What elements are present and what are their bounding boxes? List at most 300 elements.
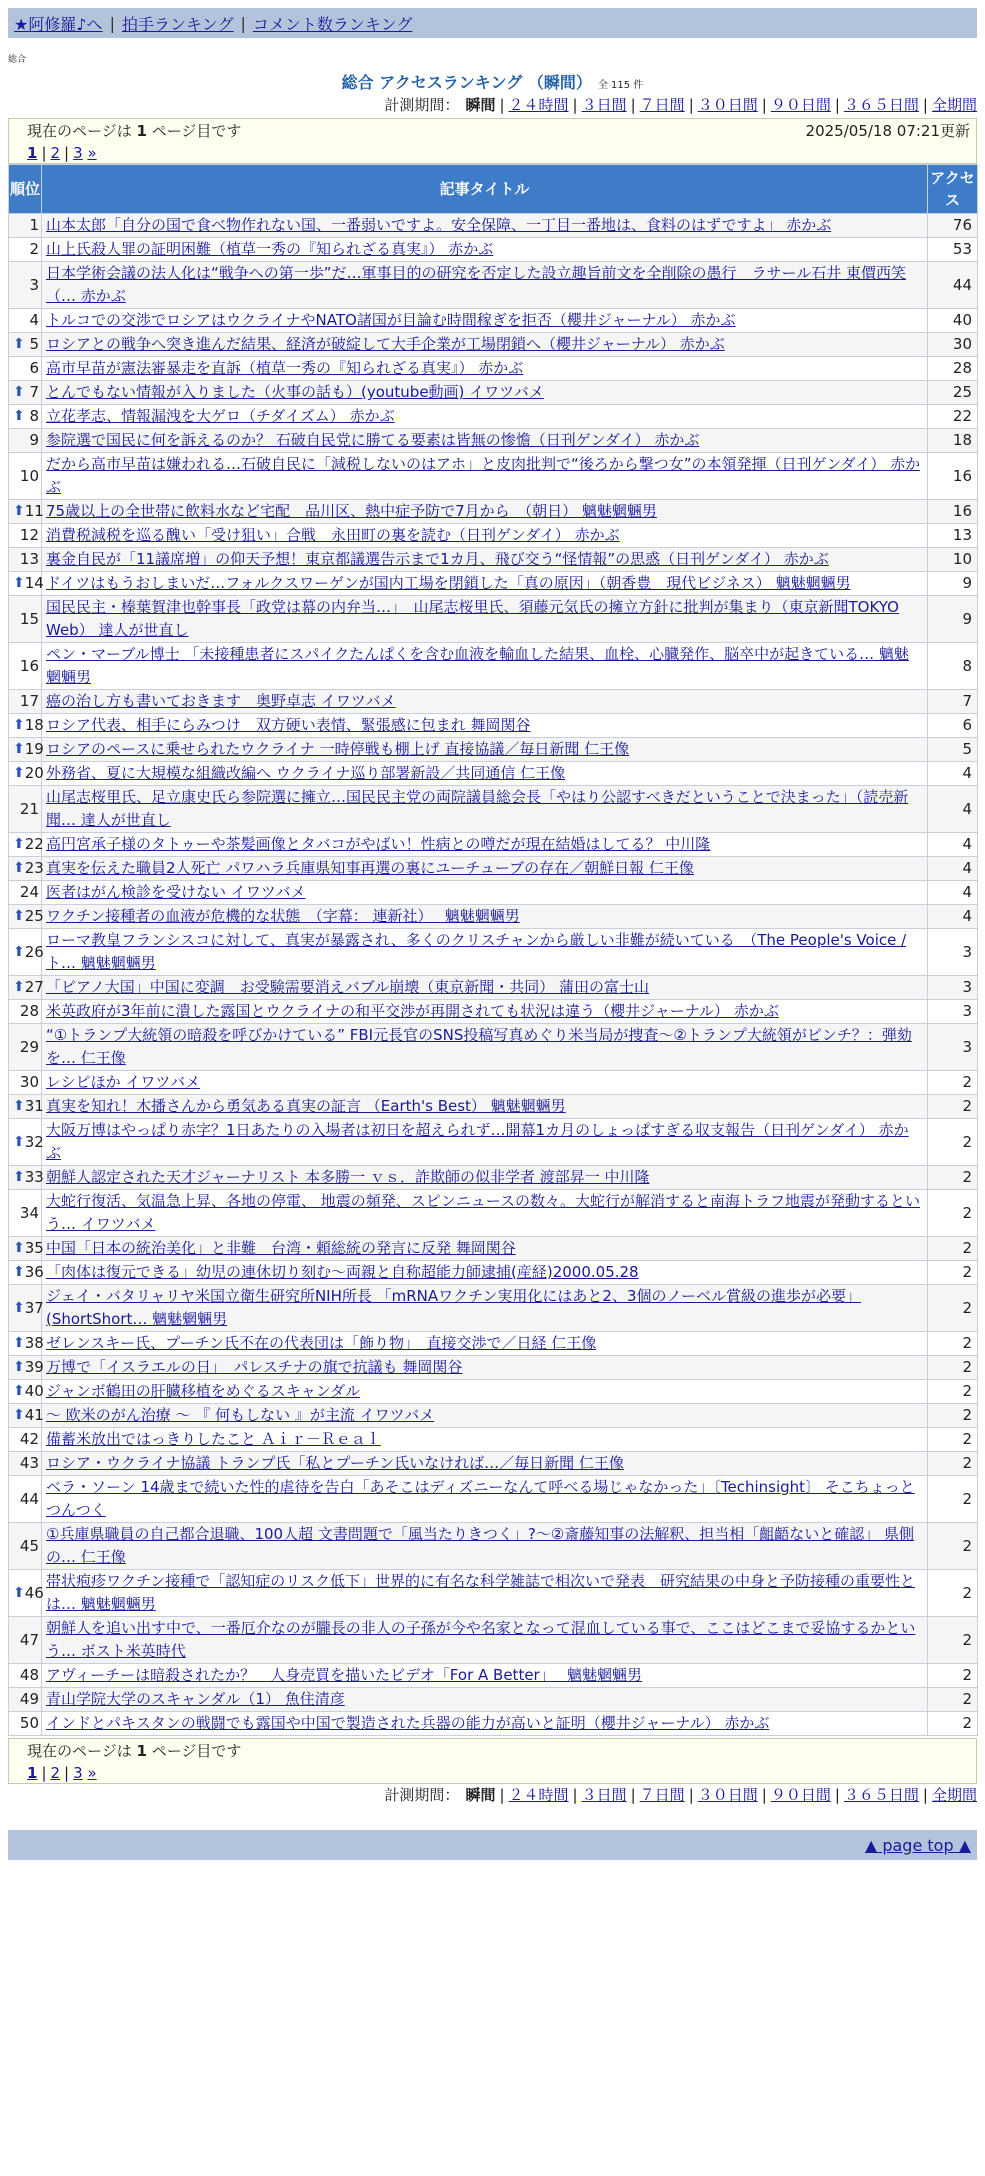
separator: | [64, 1764, 70, 1782]
up-arrow-icon: ⬆ [13, 1240, 25, 1256]
table-row [9, 1404, 978, 1428]
title-cell [42, 1024, 928, 1071]
title-cell [42, 690, 928, 714]
rank-number: 17 [19, 692, 39, 710]
up-arrow-icon: ⬆ [13, 717, 25, 733]
rank-cell [9, 572, 42, 596]
table-row [9, 524, 978, 548]
up-arrow-icon: ⬆ [13, 765, 25, 781]
period-link[interactable]: ３６５日間 [843, 96, 919, 114]
rank-number: 32 [24, 1132, 44, 1151]
rank-number: 15 [19, 609, 39, 628]
access-count: 5 [928, 738, 978, 762]
access-count: 2 [928, 1664, 978, 1688]
top-nav-bar [8, 8, 977, 38]
table-row [9, 762, 978, 786]
rank-cell [9, 1452, 42, 1476]
period-link[interactable]: ９０日間 [770, 96, 831, 114]
access-count: 4 [928, 857, 978, 881]
article-link[interactable]: 万博で「イスラエルの日」 パレスチナの旗で抗議も 舞岡関谷 [46, 1358, 463, 1376]
table-row [9, 1570, 978, 1617]
access-count: 2 [928, 1380, 978, 1404]
rank-cell [9, 1166, 42, 1190]
title-cell [42, 1452, 928, 1476]
article-link[interactable]: 大阪万博はやっぱり赤字？1日あたりの入場者は初日を超えられず…開幕1カ月のしょっぱすぎる収支報告（日刊ゲンダイ） 赤かぶ [46, 1121, 909, 1162]
rank-cell [9, 1428, 42, 1452]
title-cell [42, 1688, 928, 1712]
article-link[interactable]: レシピほか イワツバメ [46, 1073, 201, 1091]
rank-cell [9, 690, 42, 714]
title-cell [42, 572, 928, 596]
up-arrow-icon: ⬆ [13, 503, 25, 519]
updated-timestamp: 2025/05/18 07:21更新 [805, 122, 970, 140]
page-link[interactable]: 2 [50, 1764, 61, 1782]
rank-cell [9, 1523, 42, 1570]
article-link[interactable]: 「肉体は復元できる」幼児の連休切り刻む～両親と自称超能力師逮捕(産経)2000.05.28 [46, 1263, 639, 1281]
article-link[interactable]: 日本学術会議の法人化は“戦争への第一歩”だ…軍事目的の研究を否定した設立趣旨前文を全削除の愚行 ラサール石井 東價西笑（… 赤かぶ [46, 264, 907, 305]
title-cell [42, 1380, 928, 1404]
rank-cell [9, 905, 42, 929]
page-top-link[interactable]: ▲ page top ▲ [864, 1835, 971, 1855]
page-title [8, 72, 977, 94]
rank-cell [9, 238, 42, 262]
table-row [9, 929, 978, 976]
table-row [9, 1285, 978, 1332]
title-cell [42, 1712, 928, 1736]
title-cell [42, 214, 928, 238]
article-link[interactable]: 中国「日本の統治美化」と非難 台湾・頼総統の発言に反発 舞岡関谷 [46, 1239, 516, 1257]
article-link[interactable]: 癌の治し方も書いておきます 奥野卓志 イワツバメ [46, 692, 396, 710]
article-link[interactable]: ジャンボ鶴田の肝臓移植をめぐるスキャンダル [46, 1382, 361, 1400]
access-count: 30 [928, 333, 978, 357]
article-link[interactable]: ゼレンスキー氏、プーチン氏不在の代表団は「飾り物」 直接交渉で／日経 仁王像 [46, 1334, 597, 1352]
up-arrow-icon: ⬆ [13, 979, 25, 995]
rank-number: 36 [24, 1263, 44, 1281]
rank-number: 2 [29, 240, 39, 258]
table-row [9, 548, 978, 572]
table-row [9, 357, 978, 381]
table-row [9, 1428, 978, 1452]
period-link[interactable]: ２４時間 [508, 96, 569, 114]
table-row [9, 1688, 978, 1712]
page-title-text: 総合 アクセスランキング （瞬間） [341, 73, 592, 92]
rank-cell [9, 1285, 42, 1332]
access-count: 2 [928, 1166, 978, 1190]
article-link[interactable]: 高円宮承子様のタトゥーや茶髪画像とタバコがやばい！性病との噂だが現在結婚はしてる？ 中川隆 [46, 835, 711, 853]
rank-number: 26 [24, 942, 44, 961]
separator: | [41, 144, 47, 162]
rank-cell [9, 1190, 42, 1237]
rank-cell [9, 1688, 42, 1712]
article-link[interactable]: 立花孝志、情報漏洩を大ゲロ（チダイズム） 赤かぶ [46, 407, 395, 425]
article-link[interactable]: ペン・マーブル博士 「未接種患者にスパイクたんぱくを含む血液を輸血した結果、血栓、心臓発作、脳卒中が起きている… 魑魅魍魎男 [46, 645, 909, 686]
article-link[interactable]: ～ 欧米のがん治療 ～ 『 何もしない 』が主流 イワツバメ [46, 1406, 435, 1424]
rank-cell [9, 833, 42, 857]
article-link[interactable]: ジェイ・バタリャリヤ米国立衛生研究所NIH所長 「mRNAワクチン実用化にはあと2、3個のノーベル賞級の進歩が必要」(ShortShort… 魑魅魍魎男 [46, 1287, 862, 1328]
up-arrow-icon: ⬆ [13, 1133, 25, 1150]
separator: | [922, 1786, 928, 1804]
rank-number: 44 [19, 1489, 39, 1508]
access-count: 2 [928, 1570, 978, 1617]
table-row [9, 500, 978, 524]
table-row [9, 976, 978, 1000]
period-link[interactable]: ９０日間 [770, 1786, 831, 1804]
up-arrow-icon: ⬆ [13, 1299, 25, 1316]
rank-cell [9, 762, 42, 786]
table-row [9, 738, 978, 762]
title-cell [42, 1237, 928, 1261]
article-link[interactable]: 75歳以上の全世帯に飲料水など宅配 品川区、熱中症予防で7月から （朝日） 魑魅魍魎男 [46, 502, 657, 520]
table-row [9, 1664, 978, 1688]
rank-cell [9, 1000, 42, 1024]
article-link[interactable]: トルコでの交渉でロシアはウクライナやNATO諸国が目論む時間稼ぎを拒否（櫻井ジャーナル） 赤かぶ [46, 311, 736, 329]
article-link[interactable]: 真実を知れ！木播さんから勇気ある真実の証言 （Earth's Best） 魑魅魍魎男 [46, 1097, 566, 1115]
article-link[interactable]: 外務省、夏に大規模な組織改編へ ウクライナ巡り部署新設／共同通信 仁王像 [46, 764, 566, 782]
rank-number: 24 [19, 883, 39, 901]
article-link[interactable]: 山上氏殺人罪の証明困難（植草一秀の『知られざる真実』） 赤かぶ [46, 240, 494, 258]
title-cell [42, 738, 928, 762]
current-page-text: 現在のページは 1 ページ目です [27, 122, 242, 140]
title-header: 記事タイトル [42, 165, 928, 214]
page-link[interactable]: » [87, 144, 97, 162]
rank-number: 13 [19, 550, 39, 568]
article-link[interactable]: ドイツはもうおしまいだ…フォルクスワーゲンが国内工場を閉鎖した「真の原因」（朝香豊 現代ビジネス） 魑魅魍魎男 [46, 574, 851, 592]
comment-ranking-link[interactable]: コメント数ランキング [252, 14, 413, 34]
article-link[interactable]: ①兵庫県職員の自己都合退職、100人超 文書問題で「風当たりきつく」?～②斎藤知事の法解釈、担当相「齟齬ないと確認」 県側の… 仁王像 [46, 1525, 915, 1566]
table-row [9, 262, 978, 309]
table-row [9, 1024, 978, 1071]
access-count: 8 [928, 643, 978, 690]
access-count: 2 [928, 1285, 978, 1332]
access-count: 2 [928, 1428, 978, 1452]
up-arrow-icon: ⬆ [13, 1383, 25, 1399]
table-row [9, 1095, 978, 1119]
rank-number: 1 [29, 216, 39, 234]
rank-cell [9, 309, 42, 333]
rank-number: 34 [19, 1203, 39, 1222]
title-cell [42, 1523, 928, 1570]
period-link[interactable]: ７日間 [639, 1786, 685, 1804]
rank-cell [9, 262, 42, 309]
access-count: 2 [928, 1688, 978, 1712]
ranking-table [8, 164, 978, 1736]
up-arrow-icon: ⬆ [13, 741, 25, 757]
access-count: 4 [928, 881, 978, 905]
access-count: 28 [928, 357, 978, 381]
period-label: 計測期間： [384, 1786, 460, 1804]
period-selector [8, 1784, 977, 1806]
article-link[interactable]: 消費税減税を巡る醜い「受け狙い」合戦 永田町の裏を読む（日刊ゲンダイ） 赤かぶ [46, 526, 620, 544]
rank-number: 45 [19, 1536, 39, 1555]
period-link[interactable]: ７日間 [639, 96, 685, 114]
table-row [9, 1332, 978, 1356]
rank-cell [9, 1095, 42, 1119]
title-cell [42, 524, 928, 548]
up-arrow-icon: ⬆ [13, 1335, 25, 1351]
period-link[interactable]: ３６５日間 [843, 1786, 919, 1804]
access-count: 2 [928, 1617, 978, 1664]
page-link[interactable]: 3 [73, 144, 83, 162]
table-row [9, 1523, 978, 1570]
article-link[interactable]: 青山学院大学のスキャンダル（1） 魚住清彦 [46, 1690, 345, 1708]
table-row [9, 1166, 978, 1190]
up-arrow-icon: ⬆ [13, 384, 25, 400]
up-arrow-icon: ⬆ [13, 1169, 25, 1185]
title-cell [42, 1095, 928, 1119]
rank-number: 10 [19, 466, 39, 485]
article-link[interactable]: 米英政府が3年前に潰した露国とウクライナの和平交渉が再開されても状況は違う（櫻井ジャーナル） 赤かぶ [46, 1002, 779, 1020]
table-row [9, 1380, 978, 1404]
rank-cell [9, 333, 42, 357]
article-link[interactable]: 参院選で国民に何を訴えるのか？ 石破自民党に勝てる要素は皆無の惨憺（日刊ゲンダイ） 赤かぶ [46, 431, 700, 449]
rank-number: 12 [19, 526, 39, 544]
title-cell [42, 1000, 928, 1024]
rank-number: 23 [24, 859, 44, 877]
rank-number: 9 [29, 431, 39, 449]
total-count: 全 115 件 [597, 80, 644, 91]
title-cell [42, 381, 928, 405]
title-cell [42, 881, 928, 905]
title-cell [42, 333, 928, 357]
article-link[interactable]: ワクチン接種者の血液が危機的な状態 （字幕： 連新社） 魑魅魍魎男 [46, 907, 520, 925]
up-arrow-icon: ⬆ [13, 575, 25, 591]
page-link[interactable]: 2 [50, 144, 61, 162]
period-link[interactable]: 全期間 [931, 1786, 977, 1804]
article-link[interactable]: ロシアとの戦争へ突き進んだ結果、経済が破綻して大手企業が工場閉鎖へ（櫻井ジャーナル） 赤かぶ [46, 335, 725, 353]
article-link[interactable]: 備蓄米放出ではっきりしたこと Ａｉｒ－Ｒｅａｌ [46, 1430, 381, 1448]
access-count: 16 [928, 453, 978, 500]
table-row [9, 214, 978, 238]
title-cell [42, 1404, 928, 1428]
table-row [9, 1261, 978, 1285]
access-count: 4 [928, 833, 978, 857]
access-count: 9 [928, 572, 978, 596]
rank-number: 14 [24, 574, 44, 592]
article-link[interactable]: 大蛇行復活、気温急上昇、各地の停電、 地震の頻発、スピンニュースの数々。大蛇行が解消すると南海トラフ地震が発動するという… イワツバメ [46, 1192, 921, 1233]
rank-cell [9, 500, 42, 524]
title-cell [42, 548, 928, 572]
up-arrow-icon: ⬆ [13, 1584, 25, 1601]
bottom-bar [8, 1830, 977, 1860]
rank-cell [9, 1664, 42, 1688]
article-link[interactable]: 「ピアノ大国」中国に変調 お受験需要消えバブル崩壊（東京新聞・共同） 蒲田の富士山 [46, 978, 649, 996]
article-link[interactable]: 医者はがん検診を受けない イワツバメ [46, 883, 306, 901]
access-count: 2 [928, 1404, 978, 1428]
period-link[interactable]: ３日間 [581, 96, 627, 114]
title-cell [42, 857, 928, 881]
rank-number: 46 [24, 1583, 44, 1602]
title-cell [42, 1071, 928, 1095]
table-row [9, 643, 978, 690]
period-link[interactable]: ３０日間 [697, 1786, 758, 1804]
access-count: 16 [928, 500, 978, 524]
article-link[interactable]: 真実を伝えた職員2人死亡 パワハラ兵庫県知事再選の裏にユーチューブの存在／朝鮮日報 仁王像 [46, 859, 694, 877]
period-selector [8, 94, 977, 116]
access-count: 2 [928, 1476, 978, 1523]
title-cell [42, 1428, 928, 1452]
clap-ranking-link[interactable]: 拍手ランキング [121, 14, 234, 34]
access-count: 44 [928, 262, 978, 309]
separator: | [499, 96, 505, 114]
access-count: 2 [928, 1332, 978, 1356]
rank-cell [9, 1024, 42, 1071]
period-link[interactable]: 全期間 [931, 96, 977, 114]
title-cell [42, 1356, 928, 1380]
table-row [9, 238, 978, 262]
table-row [9, 905, 978, 929]
title-cell [42, 1119, 928, 1166]
table-row [9, 1617, 978, 1664]
rank-number: 16 [19, 656, 39, 675]
rank-number: 11 [24, 502, 44, 520]
table-row [9, 1119, 978, 1166]
rank-cell [9, 976, 42, 1000]
section-label: 総合 [8, 55, 27, 65]
rank-cell [9, 1071, 42, 1095]
up-arrow-icon: ⬆ [13, 408, 25, 424]
title-cell [42, 929, 928, 976]
period-link[interactable]: ２４時間 [508, 1786, 569, 1804]
title-cell [42, 453, 928, 500]
table-row [9, 333, 978, 357]
access-count: 4 [928, 905, 978, 929]
rank-number: 43 [19, 1454, 39, 1472]
rank-cell [9, 881, 42, 905]
rank-number: 28 [19, 1002, 39, 1020]
title-cell [42, 238, 928, 262]
up-arrow-icon: ⬆ [13, 1098, 25, 1114]
period-link[interactable]: ３０日間 [697, 96, 758, 114]
article-link[interactable]: インドとパキスタンの戦闘でも露国や中国で製造された兵器の能力が高いと証明（櫻井ジャーナル） 赤かぶ [46, 1714, 770, 1732]
article-link[interactable]: 朝鮮人認定された天才ジャーナリスト 本多勝一 ｖｓ．詐欺師の似非学者 渡部昇一 中川隆 [46, 1168, 650, 1186]
title-cell [42, 1664, 928, 1688]
access-count: 2 [928, 1261, 978, 1285]
separator: | [499, 1786, 505, 1804]
title-cell [42, 714, 928, 738]
access-count: 2 [928, 1095, 978, 1119]
table-row [9, 429, 978, 453]
period-current: 瞬間 [465, 1786, 496, 1804]
table-row [9, 1476, 978, 1523]
access-count: 25 [928, 381, 978, 405]
access-count: 9 [928, 596, 978, 643]
article-link[interactable]: ロシアのペースに乗せられたウクライナ 一時停戦も棚上げ 直接協議／毎日新聞 仁王像 [46, 740, 630, 758]
rank-number: 40 [24, 1382, 44, 1400]
article-link[interactable]: アヴィーチーは暗殺されたか？ 人身売買を描いたビデオ「For A Better」 魑魅魍魎男 [46, 1666, 642, 1684]
rank-number: 33 [24, 1168, 44, 1186]
up-arrow-icon: ⬆ [13, 1264, 25, 1280]
access-count: 76 [928, 214, 978, 238]
rank-number: 6 [29, 359, 39, 377]
access-count: 4 [928, 762, 978, 786]
page-link[interactable]: 1 [27, 144, 38, 162]
page-link[interactable]: 1 [27, 1764, 38, 1782]
article-link[interactable]: ロシア・ウクライナ協議 トランプ氏「私とプーチン氏いなければ…／毎日新聞 仁王像 [46, 1454, 624, 1472]
rank-cell [9, 1332, 42, 1356]
rank-cell [9, 1570, 42, 1617]
access-count: 3 [928, 1000, 978, 1024]
separator: | [41, 1764, 47, 1782]
page-link[interactable]: 3 [73, 1764, 83, 1782]
asyura-home-link[interactable]: ★阿修羅♪へ [14, 14, 103, 34]
up-arrow-icon: ⬆ [13, 1359, 25, 1375]
separator: | [834, 96, 840, 114]
rank-number: 29 [19, 1037, 39, 1056]
title-cell [42, 1476, 928, 1523]
rank-number: 25 [24, 907, 44, 925]
access-count: 4 [928, 786, 978, 833]
table-row [9, 309, 978, 333]
access-count: 2 [928, 1119, 978, 1166]
rank-number: 21 [19, 799, 39, 818]
period-link[interactable]: ３日間 [581, 1786, 627, 1804]
access-count: 53 [928, 238, 978, 262]
rank-number: 5 [29, 335, 39, 353]
article-link[interactable]: 朝鮮人を追い出す中で、一番厄介なのが朧長の非人の子孫が今や名家となって混血している事で、ここはどこまで妥協するかという… ボスト米英時代 [46, 1619, 916, 1660]
separator: | [572, 96, 578, 114]
article-link[interactable]: “①トランプ大統領の暗殺を呼びかけている” FBI元長官のSNS投稿写真めぐり米当局が捜査～②トランプ大統領がピンチ？：弾劾を… 仁王像 [46, 1026, 912, 1067]
rank-number: 18 [24, 716, 44, 734]
article-link[interactable]: 帯状疱疹ワクチン接種で「認知症のリスク低下」世界的に有名な科学雑誌で相次いで発表 研究結果の中身と予防接種の重要性とは… 魑魅魍魎男 [46, 1572, 915, 1613]
rank-cell [9, 1261, 42, 1285]
article-link[interactable]: ロシア代表、相手にらみつけ 双方硬い表情、緊張感に包まれ 舞岡関谷 [46, 716, 531, 734]
table-row [9, 572, 978, 596]
access-count: 2 [928, 1712, 978, 1736]
title-cell [42, 1332, 928, 1356]
rank-number: 3 [29, 275, 39, 294]
rank-cell [9, 381, 42, 405]
separator: | [761, 1786, 767, 1804]
access-count: 3 [928, 976, 978, 1000]
page-link[interactable]: » [87, 1764, 97, 1782]
pagination [27, 1762, 970, 1784]
access-count: 2 [928, 1190, 978, 1237]
rank-header: 順位 [9, 165, 42, 214]
separator: | [688, 96, 694, 114]
title-cell [42, 762, 928, 786]
title-cell [42, 1570, 928, 1617]
access-count: 18 [928, 429, 978, 453]
up-arrow-icon: ⬆ [13, 908, 25, 924]
article-link[interactable]: 高市早苗が憲法審暴走を直訴（植草一秀の『知られざる真実』） 赤かぶ [46, 359, 524, 377]
article-link[interactable]: ベラ・ソーン 14歳まで続いた性的虐待を告白「あそこはディズニーなんて呼べる場じゃなかった」〔Techinsight〕 そこちょっとつんつく [46, 1478, 915, 1519]
article-link[interactable]: ローマ教皇フランシスコに対して、真実が暴露され、多くのクリスチャンから厳しい非難が続いている （The People's Voice / ト… 魑魅魍魎男 [46, 931, 907, 972]
rank-cell [9, 405, 42, 429]
article-link[interactable]: 山本太郎「自分の国で食べ物作れない国、一番弱いですよ。安全保障、一丁目一番地は、食料のはずですよ」 赤かぶ [46, 216, 832, 234]
rank-number: 20 [24, 764, 44, 782]
article-link[interactable]: 山尾志桜里氏、足立康史氏ら参院選に擁立…国民民主党の両院議員総会長「やはり公認すべきだということで決まった」（読売新聞… 達人が世直し [46, 788, 909, 829]
rank-number: 48 [19, 1666, 39, 1684]
current-page-text: 現在のページは 1 ページ目です [27, 1742, 242, 1760]
rank-cell [9, 548, 42, 572]
separator: | [630, 96, 636, 114]
up-arrow-icon: ⬆ [13, 860, 25, 876]
article-link[interactable]: だから高市早苗は嫌われる…石破自民に「減税しないのはアホ」と皮肉批判で“後ろから撃つ女”の本領発揮（日刊ゲンダイ） 赤かぶ [46, 455, 921, 496]
article-link[interactable]: とんでもない情報が入りました（火事の話も）(youtube動画) イワツバメ [46, 383, 544, 401]
table-row [9, 881, 978, 905]
table-row [9, 1237, 978, 1261]
rank-number: 31 [24, 1097, 44, 1115]
pagination [27, 142, 970, 164]
access-count: 2 [928, 1071, 978, 1095]
rank-cell [9, 857, 42, 881]
rank-cell [9, 1237, 42, 1261]
article-link[interactable]: 裏金自民が「11議席増」の仰天予想！東京都議選告示まで1カ月、飛び交う“怪情報”の思惑（日刊ゲンダイ） 赤かぶ [46, 550, 829, 568]
title-cell [42, 1261, 928, 1285]
table-row [9, 1190, 978, 1237]
article-link[interactable]: 国民民主・榛葉賀津也幹事長「政党は幕の内弁当…」 山尾志桜里氏、須藤元気氏の擁立方針に批判が集まり（東京新聞TOKYO Web） 達人が世直し [46, 598, 899, 639]
rank-cell [9, 1356, 42, 1380]
